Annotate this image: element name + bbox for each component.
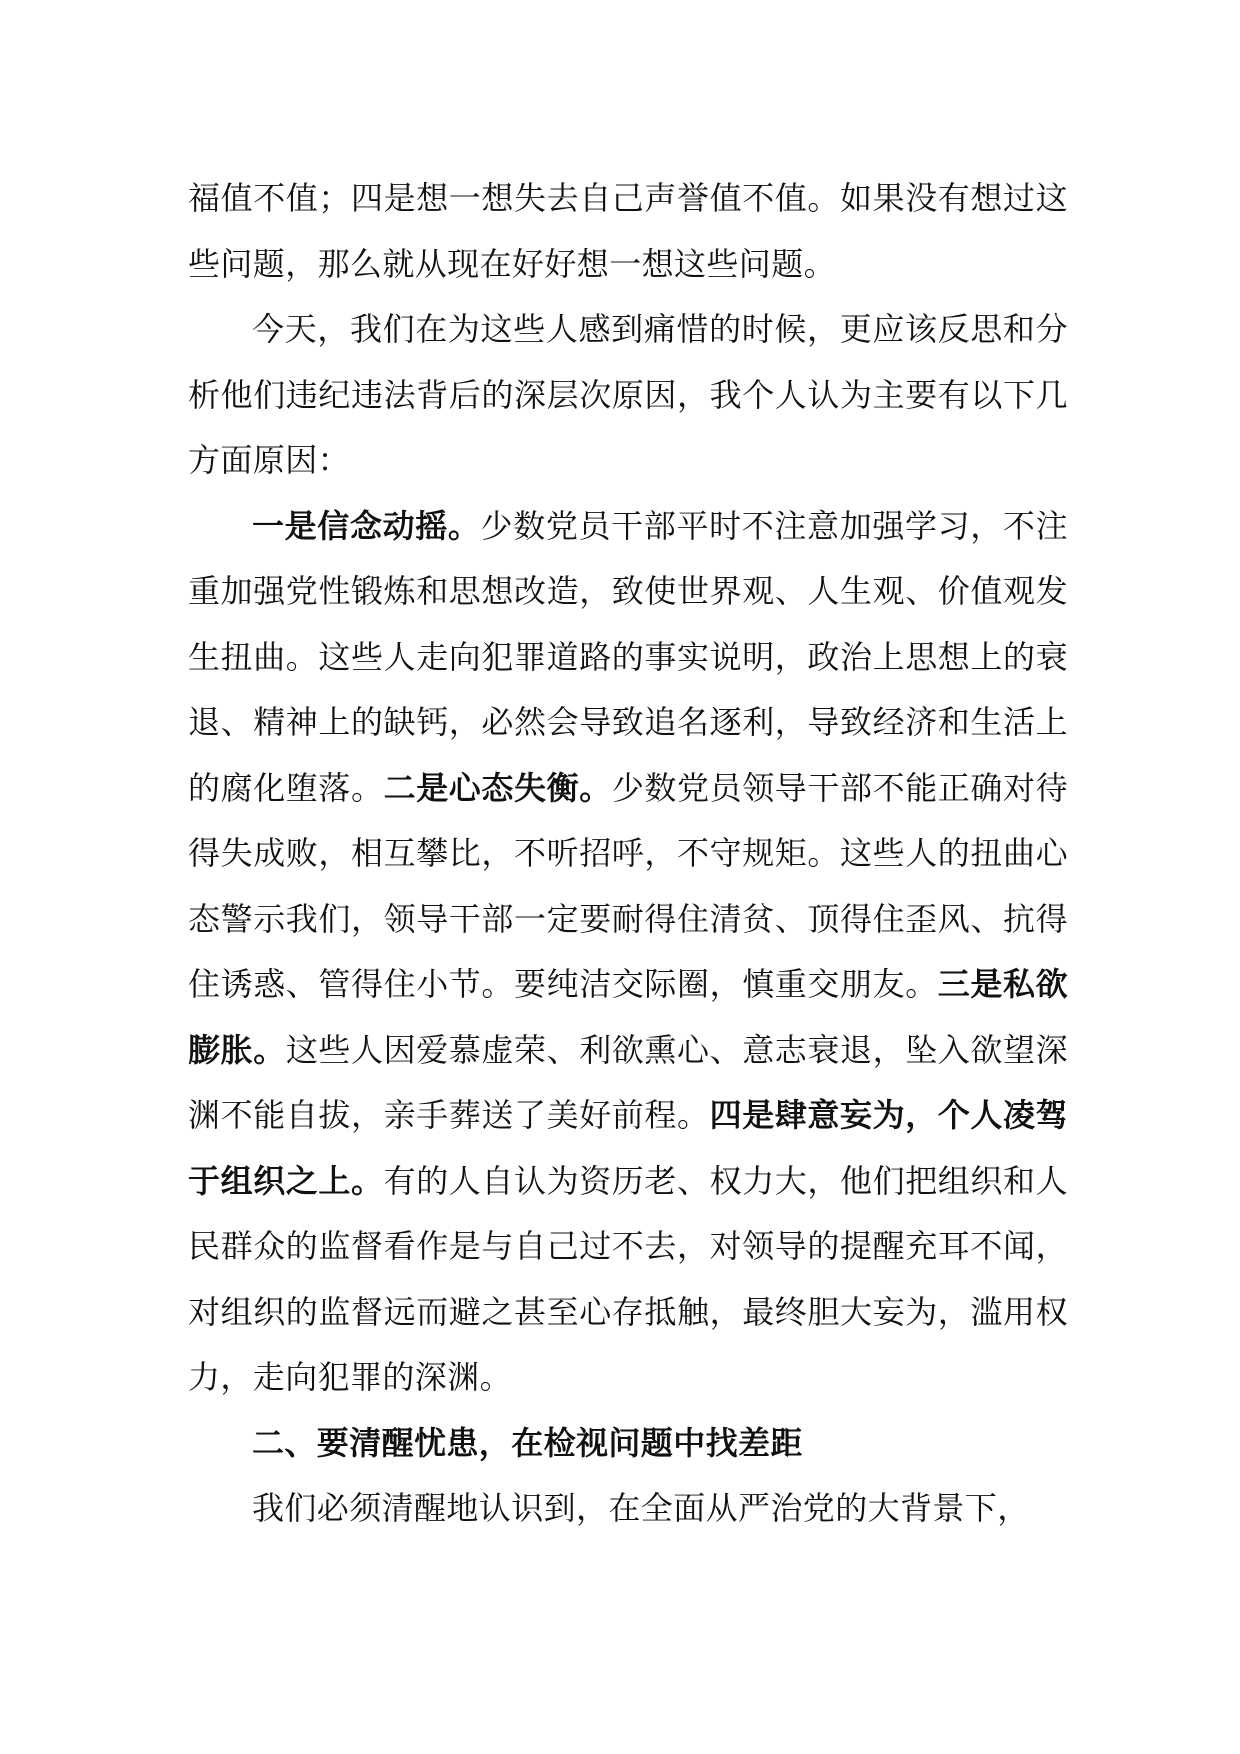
cause-4-text: 有的人自认为资历老、权力大，他们把组织和人民群众的监督看作是与自己过不去，对领导的提醒充耳不闻，对组织的监督远而避之甚至心存抵触，最终胆大妄为，滥用权力，走向犯罪的深渊。 — [188, 1161, 1069, 1396]
paragraph-causes-intro — [188, 297, 1068, 494]
cause-4-heading: 四是肆意妄为，个人凌驾于组织之上。 — [188, 1096, 1068, 1200]
paragraph-text: 福值不值；四是想一想失去自己声誉值不值。如果没有想过这些问题，那么就从现在好好想一想这些问题。 — [188, 179, 1068, 283]
section-heading-text: 二、要清醒忧患，在检视问题中找差距 — [252, 1423, 803, 1462]
paragraph-text: 我们必须清醒地认识到，在全面从严治党的大背景下， — [252, 1489, 1030, 1527]
section-heading — [188, 1411, 1068, 1477]
document-body — [188, 166, 1068, 1542]
paragraph-text: 今天，我们在为这些人感到痛惜的时候，更应该反思和分析他们违纪违法背后的深层次原因，我个人认为主要有以下几方面原因： — [188, 310, 1068, 479]
paragraph-section-two-start — [188, 1476, 1068, 1542]
cause-1-heading: 一是信念动摇。 — [252, 506, 481, 545]
cause-3-text: 这些人因爱慕虚荣、利欲熏心、意志衰退，坠入欲望深渊不能自拔，亲手葬送了美好前程。 — [188, 1030, 1069, 1134]
cause-2-heading: 二是心态失衡。 — [383, 768, 612, 807]
cause-1-text: 少数党员干部平时不注意加强学习，不注重加强党性锻炼和思想改造，致使世界观、人生观、价值观发生扭曲。这些人走向犯罪道路的事实说明，政治上思想上的衰退、精神上的缺钙，必然会导致追名逐利，导致经济和生活上的腐化堕落。 — [188, 506, 1068, 807]
cause-3-heading: 三是私欲膨胀。 — [188, 965, 1068, 1069]
cause-2-text: 少数党员领导干部不能正确对待得失成败，相互攀比，不听招呼，不守规矩。这些人的扭曲心态警示我们，领导干部一定要耐得住清贫、顶得住歪风、抗得住诱惑、管得住小节。要纯洁交际圈，慎重交朋友。 — [188, 768, 1068, 1003]
paragraph-causes-list — [188, 494, 1068, 1411]
paragraph-continuation — [188, 166, 1068, 297]
